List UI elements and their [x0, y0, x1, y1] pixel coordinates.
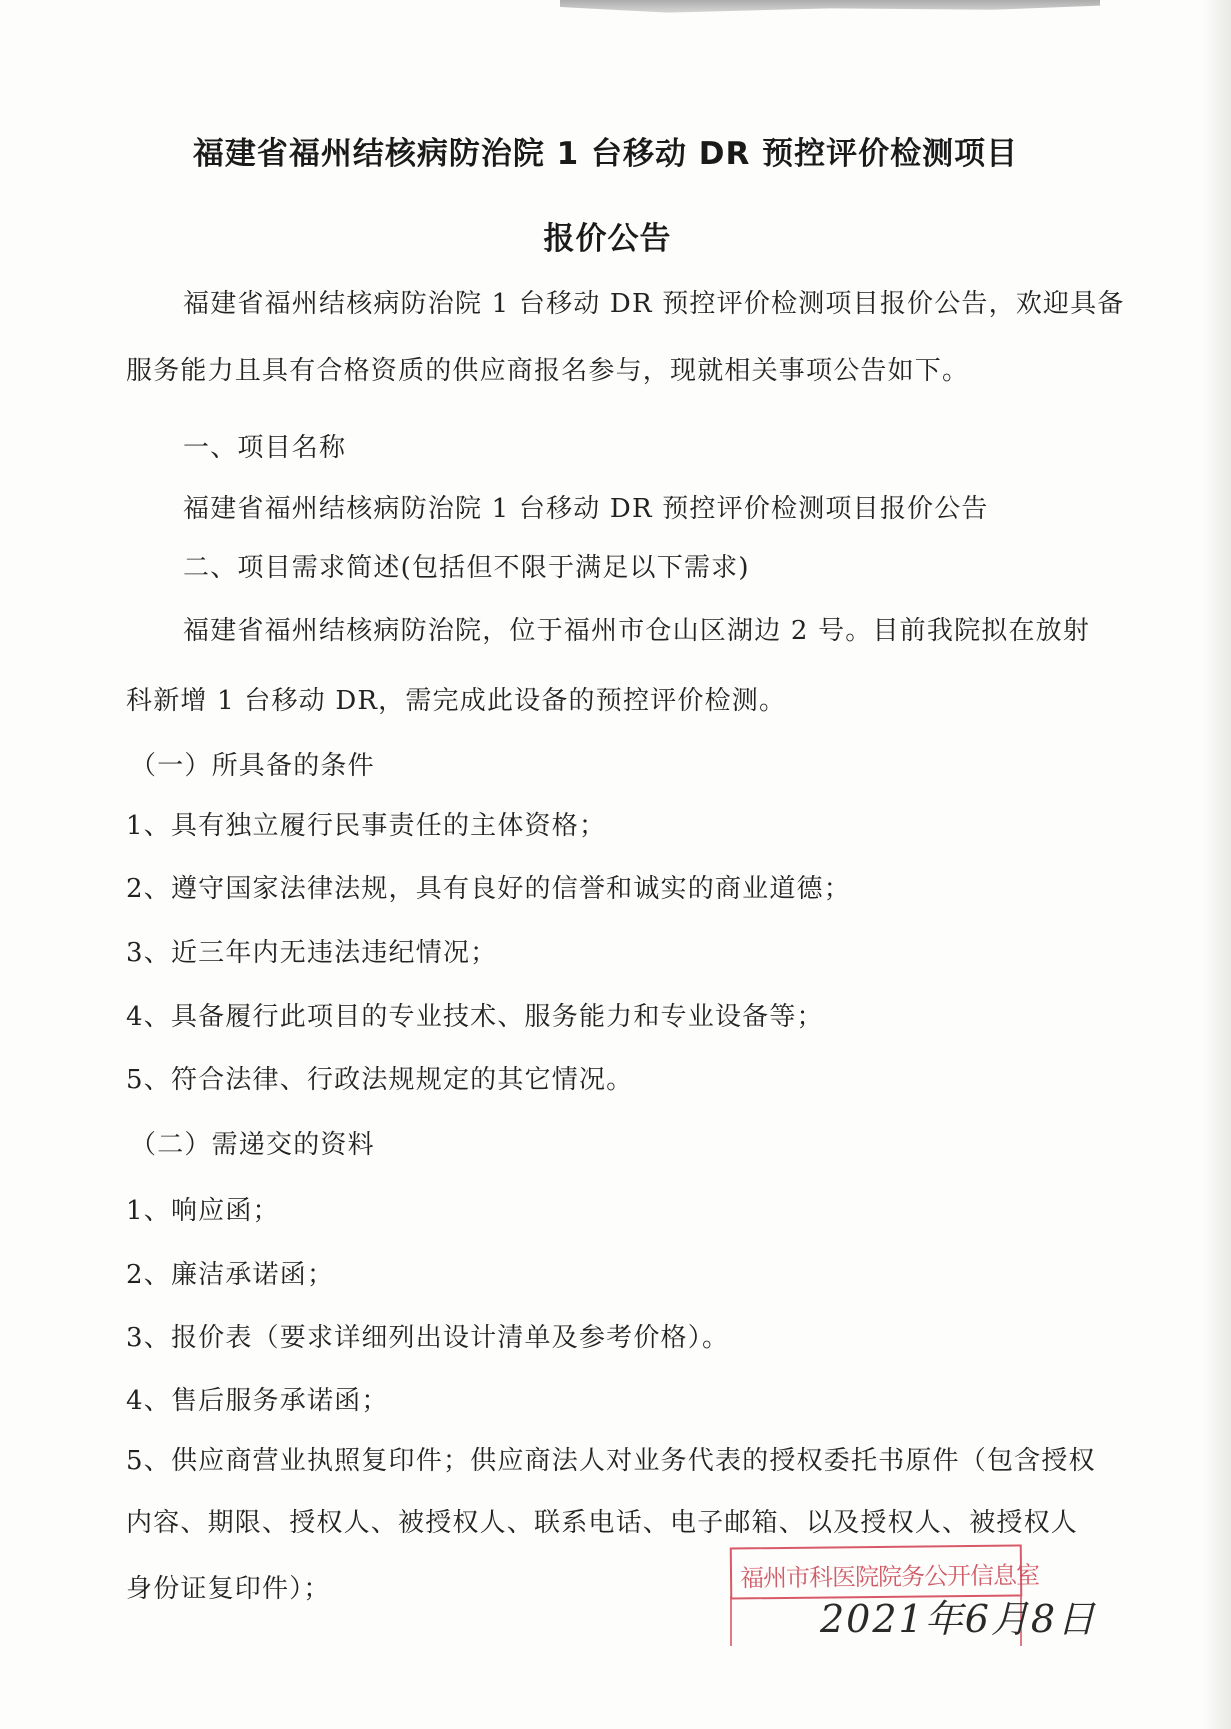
- material-item-5-line3: 身份证复印件）；: [126, 1574, 331, 1604]
- materials-heading: （二）需递交的资料: [130, 1130, 375, 1160]
- condition-item: 4、具备履行此项目的专业技术、服务能力和专业设备等；: [126, 1002, 824, 1032]
- condition-item: 1、具有独立履行民事责任的主体资格；: [126, 811, 607, 841]
- section1-heading: 一、项目名称: [183, 433, 347, 463]
- conditions-heading: （一）所具备的条件: [130, 751, 375, 781]
- section2-heading: 二、项目需求简述(包括但不限于满足以下需求): [183, 553, 750, 583]
- intro-line1: 福建省福州结核病防治院 1 台移动 DR 预控评价检测项目报价公告，欢迎具备: [183, 289, 1125, 319]
- stamp-date: 2021年6月8日: [820, 1597, 1098, 1641]
- stamp-text: 福州市科医院院务公开信息室: [739, 1561, 1040, 1593]
- material-item-5-line2: 内容、期限、授权人、被授权人、联系电话、电子邮箱、以及授权人、被授权人: [126, 1508, 1079, 1538]
- section2-line1: 福建省福州结核病防治院，位于福州市仓山区湖边 2 号。目前我院拟在放射: [183, 616, 1091, 646]
- material-item: 4、售后服务承诺函；: [126, 1386, 389, 1416]
- condition-item: 2、遵守国家法律法规，具有良好的信誉和诚实的商业道德；: [126, 874, 851, 904]
- document-title-line2: 报价公告: [543, 221, 672, 257]
- intro-line2: 服务能力且具有合格资质的供应商报名参与，现就相关事项公告如下。: [126, 356, 970, 386]
- material-item-5-line1: 5、供应商营业执照复印件；供应商法人对业务代表的授权委托书原件（包含授权: [126, 1446, 1096, 1476]
- page-shadow-edge: [1203, 0, 1231, 1729]
- document-title-line1: 福建省福州结核病防治院 1 台移动 DR 预控评价检测项目: [192, 136, 1019, 172]
- previous-page-edge: [560, 0, 1100, 14]
- condition-item: 3、近三年内无违法违纪情况；: [126, 938, 498, 968]
- material-item: 1、响应函；: [126, 1196, 280, 1226]
- section2-line2: 科新增 1 台移动 DR，需完成此设备的预控评价检测。: [126, 686, 787, 716]
- material-item: 3、报价表（要求详细列出设计清单及参考价格）。: [126, 1323, 730, 1353]
- stamp-border-left: [730, 1596, 732, 1646]
- material-item: 2、廉洁承诺函；: [126, 1260, 335, 1290]
- section1-text: 福建省福州结核病防治院 1 台移动 DR 预控评价检测项目报价公告: [183, 494, 989, 524]
- condition-item: 5、符合法律、行政法规规定的其它情况。: [126, 1065, 634, 1095]
